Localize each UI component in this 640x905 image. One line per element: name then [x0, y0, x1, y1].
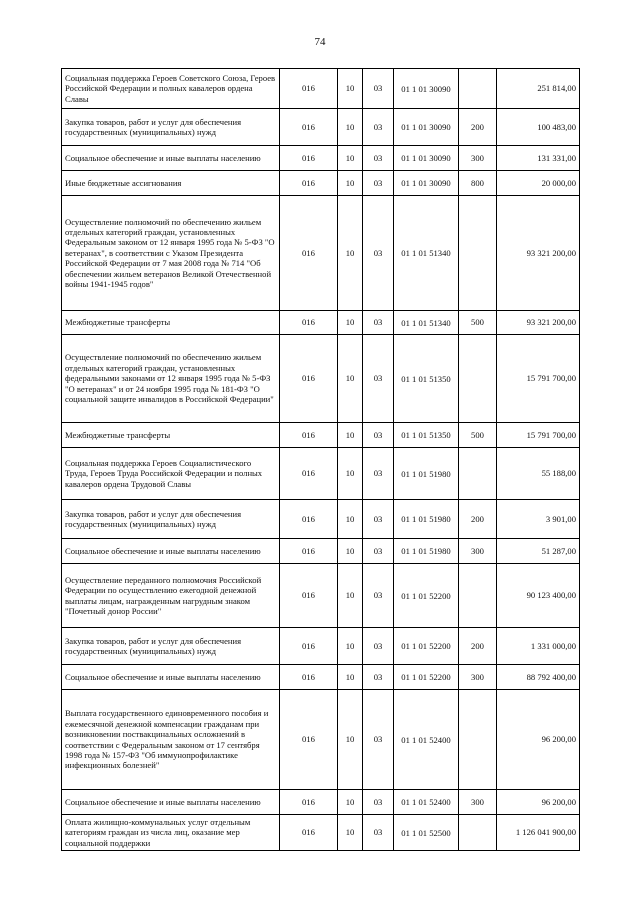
- row-subsection-cell: 03: [363, 423, 394, 448]
- row-ved-cell: 016: [280, 690, 338, 790]
- row-subsection-cell: 03: [363, 171, 394, 196]
- row-name-cell: Закупка товаров, работ и услуг для обеспечения государственных (муниципальных) нужд: [62, 500, 280, 539]
- row-expense-type-cell: 500: [459, 311, 497, 335]
- row-amount-cell: 100 483,00: [497, 109, 580, 146]
- row-section-cell: 10: [338, 423, 363, 448]
- row-ved-cell: 016: [280, 790, 338, 815]
- table-row: [62, 335, 580, 423]
- row-target-article-cell: 01 1 01 51980: [394, 448, 459, 500]
- row-expense-type-cell: 300: [459, 539, 497, 564]
- table-row: [62, 564, 580, 628]
- row-ved-cell: 016: [280, 69, 338, 109]
- row-name-cell: Социальное обеспечение и иные выплаты населению: [62, 539, 280, 564]
- row-section-cell: 10: [338, 171, 363, 196]
- row-name-cell: Социальная поддержка Героев Советского Союза, Героев Российской Федерации и полных кавалеров ордена Славы: [62, 69, 280, 109]
- row-section-cell: 10: [338, 69, 363, 109]
- row-name-cell: Социальное обеспечение и иные выплаты населению: [62, 146, 280, 171]
- row-amount-cell: 20 000,00: [497, 171, 580, 196]
- row-target-article-cell: 01 1 01 51350: [394, 423, 459, 448]
- row-name-cell: Осуществление переданного полномочия Российской Федерации по осуществлению ежегодной денежной выплаты лицам, награжденным нагрудным знаком "Почетный донор России": [62, 564, 280, 628]
- row-ved-cell: 016: [280, 171, 338, 196]
- row-ved-cell: 016: [280, 109, 338, 146]
- table-row: [62, 665, 580, 690]
- row-subsection-cell: 03: [363, 335, 394, 423]
- row-amount-cell: 131 331,00: [497, 146, 580, 171]
- row-amount-cell: 1 331 000,00: [497, 628, 580, 665]
- row-name-cell: Иные бюджетные ассигнования: [62, 171, 280, 196]
- row-amount-cell: 1 126 041 900,00: [497, 815, 580, 851]
- row-subsection-cell: 03: [363, 109, 394, 146]
- row-subsection-cell: 03: [363, 69, 394, 109]
- row-section-cell: 10: [338, 146, 363, 171]
- row-amount-cell: 93 321 200,00: [497, 196, 580, 311]
- table-row: [62, 311, 580, 335]
- row-section-cell: 10: [338, 790, 363, 815]
- row-name-cell: Межбюджетные трансферты: [62, 311, 280, 335]
- row-subsection-cell: 03: [363, 196, 394, 311]
- row-expense-type-cell: 200: [459, 109, 497, 146]
- row-name-cell: Закупка товаров, работ и услуг для обеспечения государственных (муниципальных) нужд: [62, 109, 280, 146]
- row-name-cell: Осуществление полномочий по обеспечению жильем отдельных категорий граждан, установленных Федеральным законом от 12 января 1995 года № 5-ФЗ "О ветеранах", в соответствии с Указом Президента Российской Федерации от 7 мая 2008 года № 714 "Об обеспечении жильем ветеранов Великой Отечественной войны 1941-1945 годов": [62, 196, 280, 311]
- row-target-article-cell: 01 1 01 30090: [394, 146, 459, 171]
- row-subsection-cell: 03: [363, 539, 394, 564]
- row-target-article-cell: 01 1 01 52400: [394, 790, 459, 815]
- row-amount-cell: 15 791 700,00: [497, 335, 580, 423]
- row-section-cell: 10: [338, 335, 363, 423]
- row-ved-cell: 016: [280, 665, 338, 690]
- row-section-cell: 10: [338, 196, 363, 311]
- row-expense-type-cell: 200: [459, 500, 497, 539]
- row-expense-type-cell: [459, 564, 497, 628]
- table-row: [62, 628, 580, 665]
- row-name-cell: Социальная поддержка Героев Социалистического Труда, Героев Труда Российской Федерации и полных кавалеров ордена Трудовой Славы: [62, 448, 280, 500]
- row-expense-type-cell: [459, 69, 497, 109]
- table-row: [62, 815, 580, 851]
- row-section-cell: 10: [338, 500, 363, 539]
- row-target-article-cell: 01 1 01 51340: [394, 196, 459, 311]
- row-target-article-cell: 01 1 01 51350: [394, 335, 459, 423]
- row-expense-type-cell: 300: [459, 790, 497, 815]
- row-name-cell: Межбюджетные трансферты: [62, 423, 280, 448]
- table-row: [62, 423, 580, 448]
- table-row: [62, 196, 580, 311]
- table-row: [62, 171, 580, 196]
- row-target-article-cell: 01 1 01 30090: [394, 69, 459, 109]
- row-section-cell: 10: [338, 311, 363, 335]
- table-row: [62, 109, 580, 146]
- row-expense-type-cell: [459, 815, 497, 851]
- row-target-article-cell: 01 1 01 52400: [394, 690, 459, 790]
- row-subsection-cell: 03: [363, 146, 394, 171]
- row-subsection-cell: 03: [363, 448, 394, 500]
- row-expense-type-cell: 300: [459, 665, 497, 690]
- row-section-cell: 10: [338, 628, 363, 665]
- row-subsection-cell: 03: [363, 311, 394, 335]
- row-expense-type-cell: 300: [459, 146, 497, 171]
- row-amount-cell: 96 200,00: [497, 690, 580, 790]
- row-expense-type-cell: [459, 335, 497, 423]
- row-amount-cell: 93 321 200,00: [497, 311, 580, 335]
- row-section-cell: 10: [338, 109, 363, 146]
- row-name-cell: Выплата государственного единовременного пособия и ежемесячной денежной компенсации гражданам при возникновении поствакцинальных осложнений в соответствии с Федеральным законом от 17 сентября 1998 года № 157-ФЗ "Об иммунопрофилактике инфекционных болезней": [62, 690, 280, 790]
- row-ved-cell: 016: [280, 628, 338, 665]
- row-ved-cell: 016: [280, 564, 338, 628]
- row-amount-cell: 51 287,00: [497, 539, 580, 564]
- row-expense-type-cell: [459, 690, 497, 790]
- table-row: [62, 69, 580, 109]
- row-expense-type-cell: 200: [459, 628, 497, 665]
- row-section-cell: 10: [338, 564, 363, 628]
- row-ved-cell: 016: [280, 423, 338, 448]
- row-target-article-cell: 01 1 01 52500: [394, 815, 459, 851]
- row-section-cell: 10: [338, 690, 363, 790]
- row-amount-cell: 55 188,00: [497, 448, 580, 500]
- row-section-cell: 10: [338, 665, 363, 690]
- row-target-article-cell: 01 1 01 52200: [394, 628, 459, 665]
- row-section-cell: 10: [338, 448, 363, 500]
- row-target-article-cell: 01 1 01 30090: [394, 171, 459, 196]
- row-amount-cell: 90 123 400,00: [497, 564, 580, 628]
- table-body: [62, 69, 580, 851]
- row-ved-cell: 016: [280, 146, 338, 171]
- row-amount-cell: 15 791 700,00: [497, 423, 580, 448]
- row-name-cell: Осуществление полномочий по обеспечению жильем отдельных категорий граждан, установленных федеральными законами от 12 января 1995 года № 5-ФЗ "О ветеранах" и от 24 ноября 1995 года № 181-ФЗ "О социальной защите инвалидов в Российской Федерации": [62, 335, 280, 423]
- table-row: [62, 790, 580, 815]
- row-ved-cell: 016: [280, 448, 338, 500]
- row-expense-type-cell: 800: [459, 171, 497, 196]
- page-number: 74: [314, 36, 326, 48]
- row-name-cell: Оплата жилищно-коммунальных услуг отдельным категориям граждан из числа лиц, оказание мер социальной поддержки: [62, 815, 280, 851]
- row-name-cell: Социальное обеспечение и иные выплаты населению: [62, 790, 280, 815]
- row-section-cell: 10: [338, 539, 363, 564]
- table-row: [62, 448, 580, 500]
- row-name-cell: Закупка товаров, работ и услуг для обеспечения государственных (муниципальных) нужд: [62, 628, 280, 665]
- row-subsection-cell: 03: [363, 628, 394, 665]
- row-target-article-cell: 01 1 01 52200: [394, 665, 459, 690]
- row-ved-cell: 016: [280, 335, 338, 423]
- row-subsection-cell: 03: [363, 790, 394, 815]
- row-amount-cell: 88 792 400,00: [497, 665, 580, 690]
- row-target-article-cell: 01 1 01 51980: [394, 500, 459, 539]
- row-target-article-cell: 01 1 01 52200: [394, 564, 459, 628]
- row-expense-type-cell: [459, 448, 497, 500]
- row-target-article-cell: 01 1 01 51340: [394, 311, 459, 335]
- row-target-article-cell: 01 1 01 51980: [394, 539, 459, 564]
- row-expense-type-cell: 500: [459, 423, 497, 448]
- row-ved-cell: 016: [280, 311, 338, 335]
- row-subsection-cell: 03: [363, 564, 394, 628]
- row-subsection-cell: 03: [363, 500, 394, 539]
- row-ved-cell: 016: [280, 539, 338, 564]
- table-row: [62, 146, 580, 171]
- budget-table: [61, 68, 580, 851]
- table-row: [62, 690, 580, 790]
- row-target-article-cell: 01 1 01 30090: [394, 109, 459, 146]
- row-amount-cell: 251 814,00: [497, 69, 580, 109]
- row-subsection-cell: 03: [363, 690, 394, 790]
- row-ved-cell: 016: [280, 815, 338, 851]
- row-expense-type-cell: [459, 196, 497, 311]
- row-ved-cell: 016: [280, 500, 338, 539]
- row-amount-cell: 3 901,00: [497, 500, 580, 539]
- row-ved-cell: 016: [280, 196, 338, 311]
- row-section-cell: 10: [338, 815, 363, 851]
- table-row: [62, 500, 580, 539]
- row-subsection-cell: 03: [363, 815, 394, 851]
- row-subsection-cell: 03: [363, 665, 394, 690]
- row-amount-cell: 96 200,00: [497, 790, 580, 815]
- table-row: [62, 539, 580, 564]
- row-name-cell: Социальное обеспечение и иные выплаты населению: [62, 665, 280, 690]
